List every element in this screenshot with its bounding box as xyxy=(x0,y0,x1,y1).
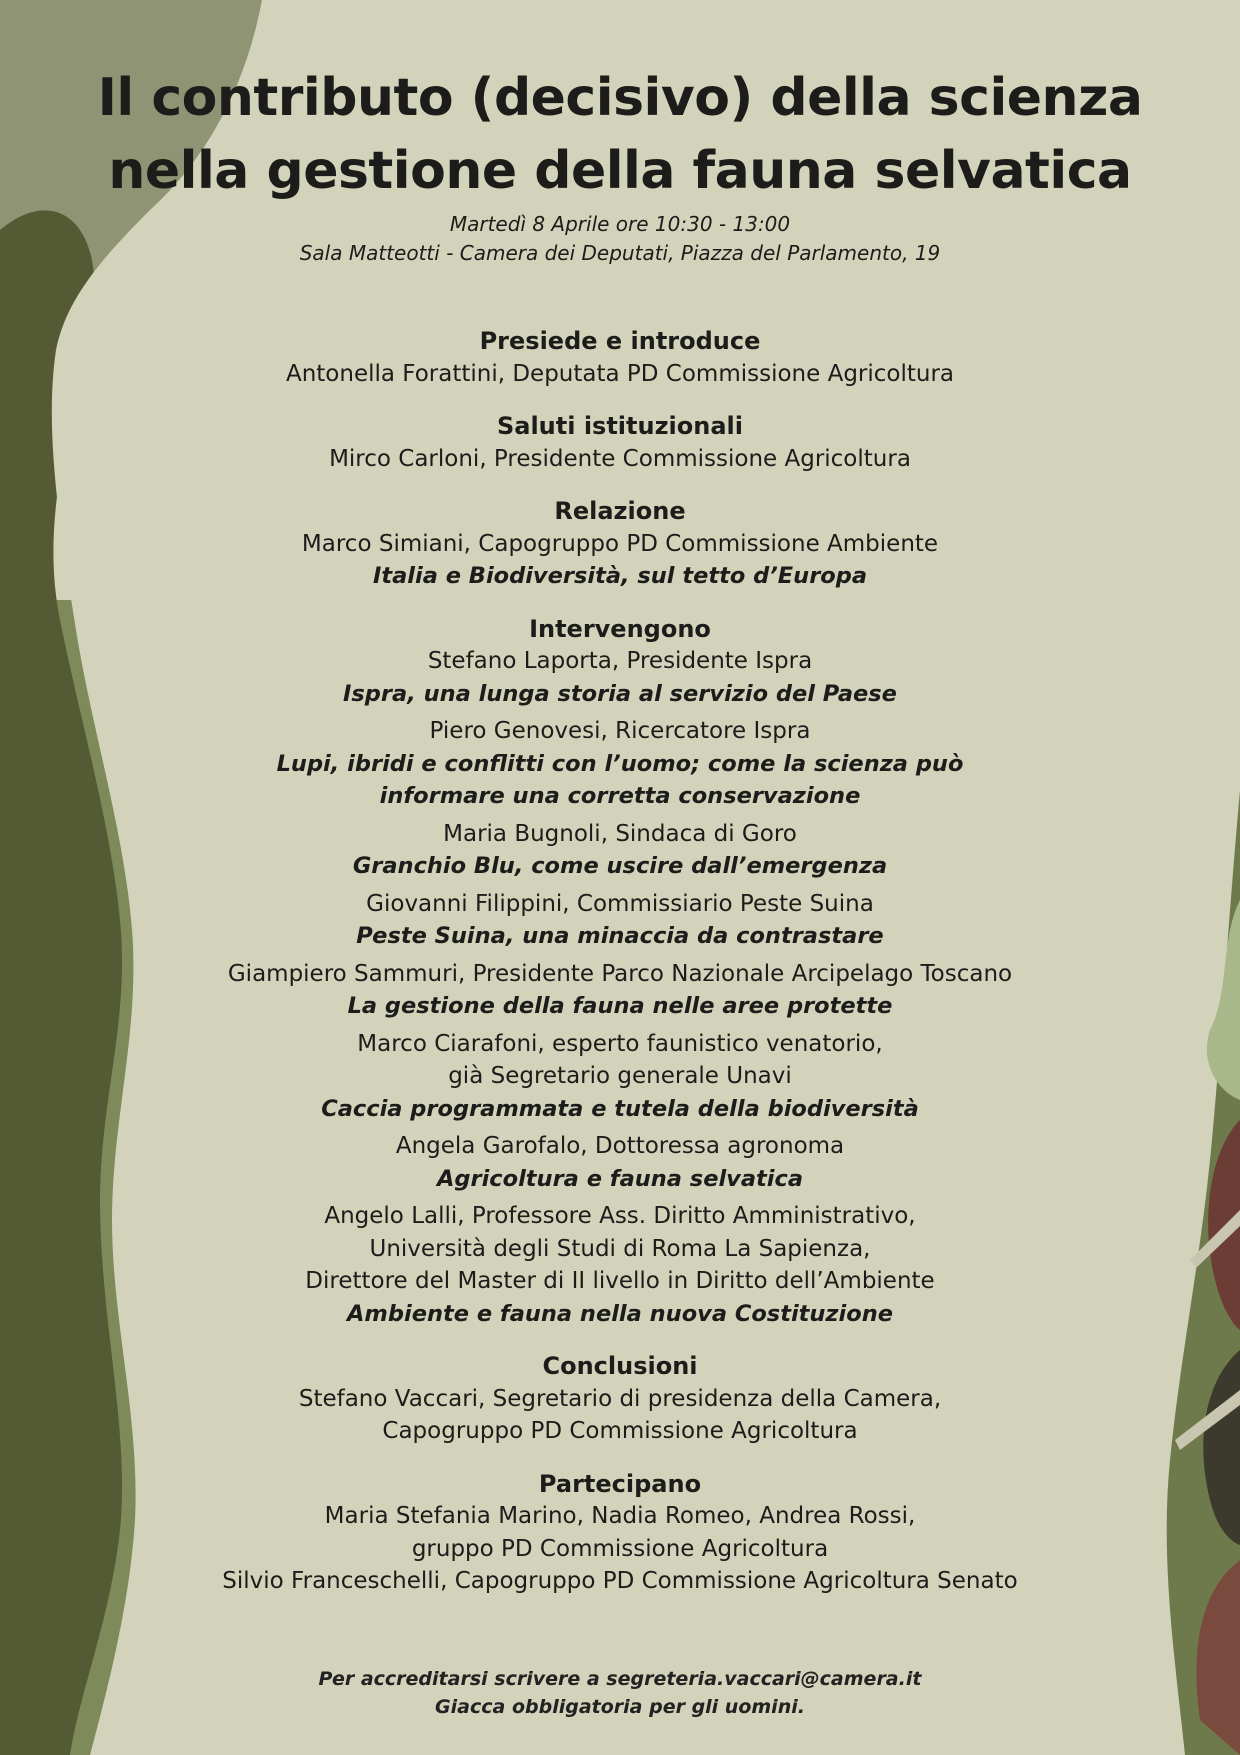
speaker-line: Università degli Studi di Roma La Sapienza, xyxy=(369,1235,871,1262)
title-line: Il contributo (decisivo) della scienza xyxy=(97,68,1143,128)
program xyxy=(140,325,1100,1618)
speaker-line: Stefano Vaccari, Segretario di presidenza della Camera, xyxy=(298,1385,942,1412)
speaker-line: gruppo PD Commissione Agricoltura xyxy=(411,1535,829,1562)
talk-title: Granchio Blu, come uscire dall’emergenza xyxy=(352,853,888,879)
section-title: Relazione xyxy=(554,497,686,525)
talk-title: Ambiente e fauna nella nuova Costituzione xyxy=(347,1300,893,1327)
speaker-line: Angelo Lalli, Professore Ass. Diritto Amministrativo, xyxy=(324,1203,916,1229)
speaker-line: Marco Ciarafoni, esperto faunistico venatorio, xyxy=(357,1030,883,1057)
speaker-line: già Segretario generale Unavi xyxy=(448,1063,792,1089)
section-title: Partecipano xyxy=(538,1469,702,1498)
speaker-line: Piero Genovesi, Ricercatore Ispra xyxy=(429,718,811,744)
title-line: nella gestione della fauna selvatica xyxy=(108,141,1132,201)
talk-title: Agricoltura e fauna selvatica xyxy=(436,1165,804,1192)
section-title: Saluti istituzionali xyxy=(496,412,744,440)
speaker-entry xyxy=(140,958,1100,1023)
talk-title: Ispra, una lunga storia al servizio del Paese xyxy=(343,680,897,707)
speaker-entry xyxy=(140,888,1100,953)
speaker-line: Angela Garofalo, Dottoressa agronoma xyxy=(395,1133,845,1159)
speaker-entry xyxy=(140,1500,1100,1598)
program-section xyxy=(140,1350,1100,1448)
event-details xyxy=(60,210,1180,268)
talk-title: La gestione della fauna nelle aree protette xyxy=(347,993,893,1019)
speaker-entry xyxy=(140,1383,1100,1448)
speaker-entry xyxy=(140,1200,1100,1330)
section-title: Conclusioni xyxy=(542,1352,698,1380)
speaker-line: Maria Stefania Marino, Nadia Romeo, Andrea Rossi, xyxy=(324,1503,916,1529)
event-date-time: Martedì 8 Aprile ore 10:30 - 13:00 xyxy=(449,212,791,236)
accreditation-note: Per accreditarsi scrivere a segreteria.vaccari@camera.it xyxy=(318,1668,922,1690)
talk-title: Peste Suina, una minaccia da contrastare xyxy=(356,923,884,949)
speaker-line: Giovanni Filippini, Commissiario Peste Suina xyxy=(366,890,874,917)
event-venue: Sala Matteotti - Camera dei Deputati, Piazza del Parlamento, 19 xyxy=(299,241,941,265)
footer-note xyxy=(60,1665,1180,1721)
speaker-entry xyxy=(140,358,1100,391)
speaker-entry xyxy=(140,645,1100,710)
speaker-line: Stefano Laporta, Presidente Ispra xyxy=(427,648,813,674)
program-section xyxy=(140,1468,1100,1598)
speaker-entry xyxy=(140,715,1100,813)
speaker-entry xyxy=(140,1130,1100,1195)
speaker-line: Marco Simiani, Capogruppo PD Commissione Ambiente xyxy=(301,530,939,557)
speaker-entry xyxy=(140,528,1100,593)
event-title xyxy=(60,62,1180,208)
section-title: Intervengono xyxy=(529,614,711,643)
speaker-line: Silvio Franceschelli, Capogruppo PD Commissione Agricoltura Senato xyxy=(222,1568,1018,1594)
dress-code-note: Giacca obbligatoria per gli uomini. xyxy=(435,1696,805,1718)
talk-title: Caccia programmata e tutela della biodiversità xyxy=(321,1095,919,1122)
speaker-entry xyxy=(140,818,1100,883)
talk-title: Lupi, ibridi e conflitti con l’uomo; come la scienza può xyxy=(276,750,964,777)
speaker-entry xyxy=(140,443,1100,476)
speaker-line: Mirco Carloni, Presidente Commissione Agricoltura xyxy=(329,445,911,472)
program-section xyxy=(140,410,1100,475)
speaker-entry xyxy=(140,1028,1100,1126)
talk-title: informare una corretta conservazione xyxy=(379,783,861,809)
program-section xyxy=(140,495,1100,593)
speaker-line: Maria Bugnoli, Sindaca di Goro xyxy=(443,820,797,847)
speaker-line: Capogruppo PD Commissione Agricoltura xyxy=(382,1418,858,1444)
speaker-line: Giampiero Sammuri, Presidente Parco Nazionale Arcipelago Toscano xyxy=(227,960,1013,987)
speaker-line: Direttore del Master di II livello in Diritto dell’Ambiente xyxy=(305,1268,935,1294)
section-title: Presiede e introduce xyxy=(479,327,761,355)
program-section xyxy=(140,325,1100,390)
talk-title: Italia e Biodiversità, sul tetto d’Europa xyxy=(372,563,868,589)
program-section xyxy=(140,613,1100,1331)
speaker-line: Antonella Forattini, Deputata PD Commissione Agricoltura xyxy=(285,360,955,387)
